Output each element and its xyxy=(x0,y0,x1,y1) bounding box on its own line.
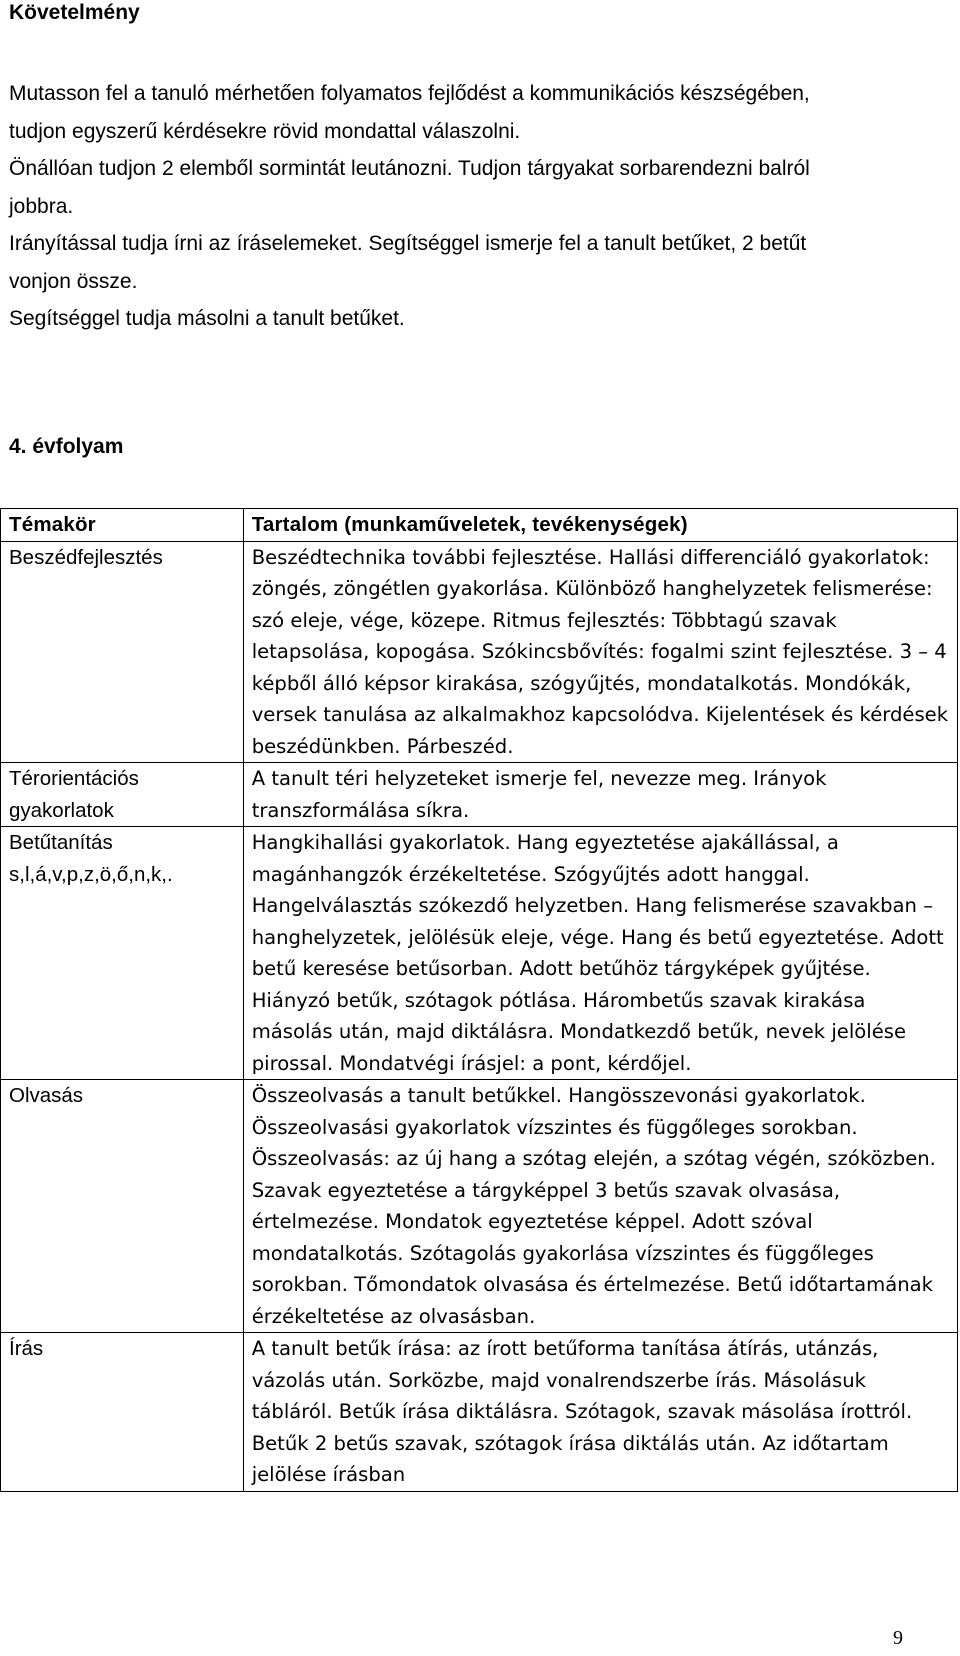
content-cell: Összeolvasás a tanult betűkkel. Hangösszevonási gyakorlatok. Összeolvasási gyakorlatok vízszintes és függőleges sorokban. Összeolvasás: az új hang a szótag elején, a szótag végén, szóközben. Szavak egyeztetése a tárgyképpel 3 betűs szavak olvasása, értelmezése. Mondatok egyeztetése képpel. Adott szóval mondatalkotás. Szótagolás gyakorlása vízszintes és függőleges sorokban. Tőmondatok olvasása és értelmezése. Betű időtartamának érzékeltetése az olvasásban. xyxy=(243,1080,957,1333)
requirement-line: Segítséggel tudja másolni a tanult betűket. xyxy=(9,307,405,330)
requirement-line: vonjon össze. xyxy=(9,269,138,293)
table-row xyxy=(1,1333,958,1492)
content-cell: A tanult betűk írása: az írott betűforma tanítása átírás, utánzás, vázolás után. Sorközbe, majd vonalrendszerbe írás. Másolásuk tábláról. Betűk írása diktálásra. Szótagok, szavak másolása írottról. Betűk 2 betűs szavak, szótagok írása diktálás után. Az időtartam jelölése írásban xyxy=(243,1333,957,1492)
table-header-row xyxy=(1,509,958,542)
grade-heading: 4. évfolyam xyxy=(9,435,124,458)
requirement-line: Irányítással tudja írni az íráselemeket. Segítséggel ismerje fel a tanult betűket, 2 betűt xyxy=(9,232,807,255)
curriculum-table xyxy=(0,508,958,1492)
table-row xyxy=(1,827,958,1080)
topic-cell: Betűtanítás s,l,á,v,p,z,ö,ő,n,k,. xyxy=(1,827,244,1080)
content-cell: A tanult téri helyzeteket ismerje fel, nevezze meg. Irányok transzformálása síkra. xyxy=(243,763,957,827)
topic-cell: Térorientációs gyakorlatok xyxy=(1,763,244,827)
table-row xyxy=(1,1080,958,1333)
topic-cell: Beszédfejlesztés xyxy=(1,541,244,763)
content-cell: Hangkihallási gyakorlatok. Hang egyeztetése ajakállással, a magánhangzók érzékeltetése. Szógyűjtés adott hanggal. Hangelválasztás szókezdő helyzetben. Hang felismerése szavakban – hanghelyzetek, jelölésük eleje, vége. Hang és betű egyeztetése. Adott betű keresése betűsorban. Adott betűhöz tárgyképek gyűjtése. Hiányzó betűk, szótagok pótlása. Hárombetűs szavak kirakása másolás után, majd diktálásra. Mondatkezdő betűk, nevek jelölése pirossal. Mondatvégi írásjel: a pont, kérdőjel. xyxy=(243,827,957,1080)
page-number: 9 xyxy=(893,1627,903,1649)
topic-cell: Írás xyxy=(1,1333,244,1492)
content-cell: Beszédtechnika további fejlesztése. Hallási differenciáló gyakorlatok: zöngés, zöngétlen gyakorlása. Különböző hanghelyzetek felismerése: szó eleje, vége, közepe. Ritmus fejlesztés: Többtagú szavak letapsolása, kopogása. Szókincsbővítés: fogalmi szint fejlesztése. 3 – 4 képből álló képsor kirakása, szógyűjtés, mondatalkotás. Mondókák, versek tanulása az alkalmakhoz kapcsolódva. Kijelentések és kérdések beszédünkben. Párbeszéd. xyxy=(243,541,957,763)
topic-cell: Olvasás xyxy=(1,1080,244,1333)
requirement-line: tudjon egyszerű kérdésekre rövid mondattal válaszolni. xyxy=(9,119,521,143)
table-row xyxy=(1,541,958,763)
table-row xyxy=(1,763,958,827)
requirement-line: Mutasson fel a tanuló mérhetően folyamatos fejlődést a kommunikációs készségében, xyxy=(9,82,810,105)
requirements-heading: Követelmény xyxy=(9,1,140,24)
requirements-text xyxy=(9,75,939,338)
content-header: Tartalom (munkaműveletek, tevékenységek) xyxy=(243,509,957,542)
topic-header: Témakör xyxy=(1,509,244,542)
requirement-line: jobbra. xyxy=(9,194,74,218)
requirement-line: Önállóan tudjon 2 elemből sormintát leutánozni. Tudjon tárgyakat sorbarendezni balról xyxy=(9,157,810,180)
